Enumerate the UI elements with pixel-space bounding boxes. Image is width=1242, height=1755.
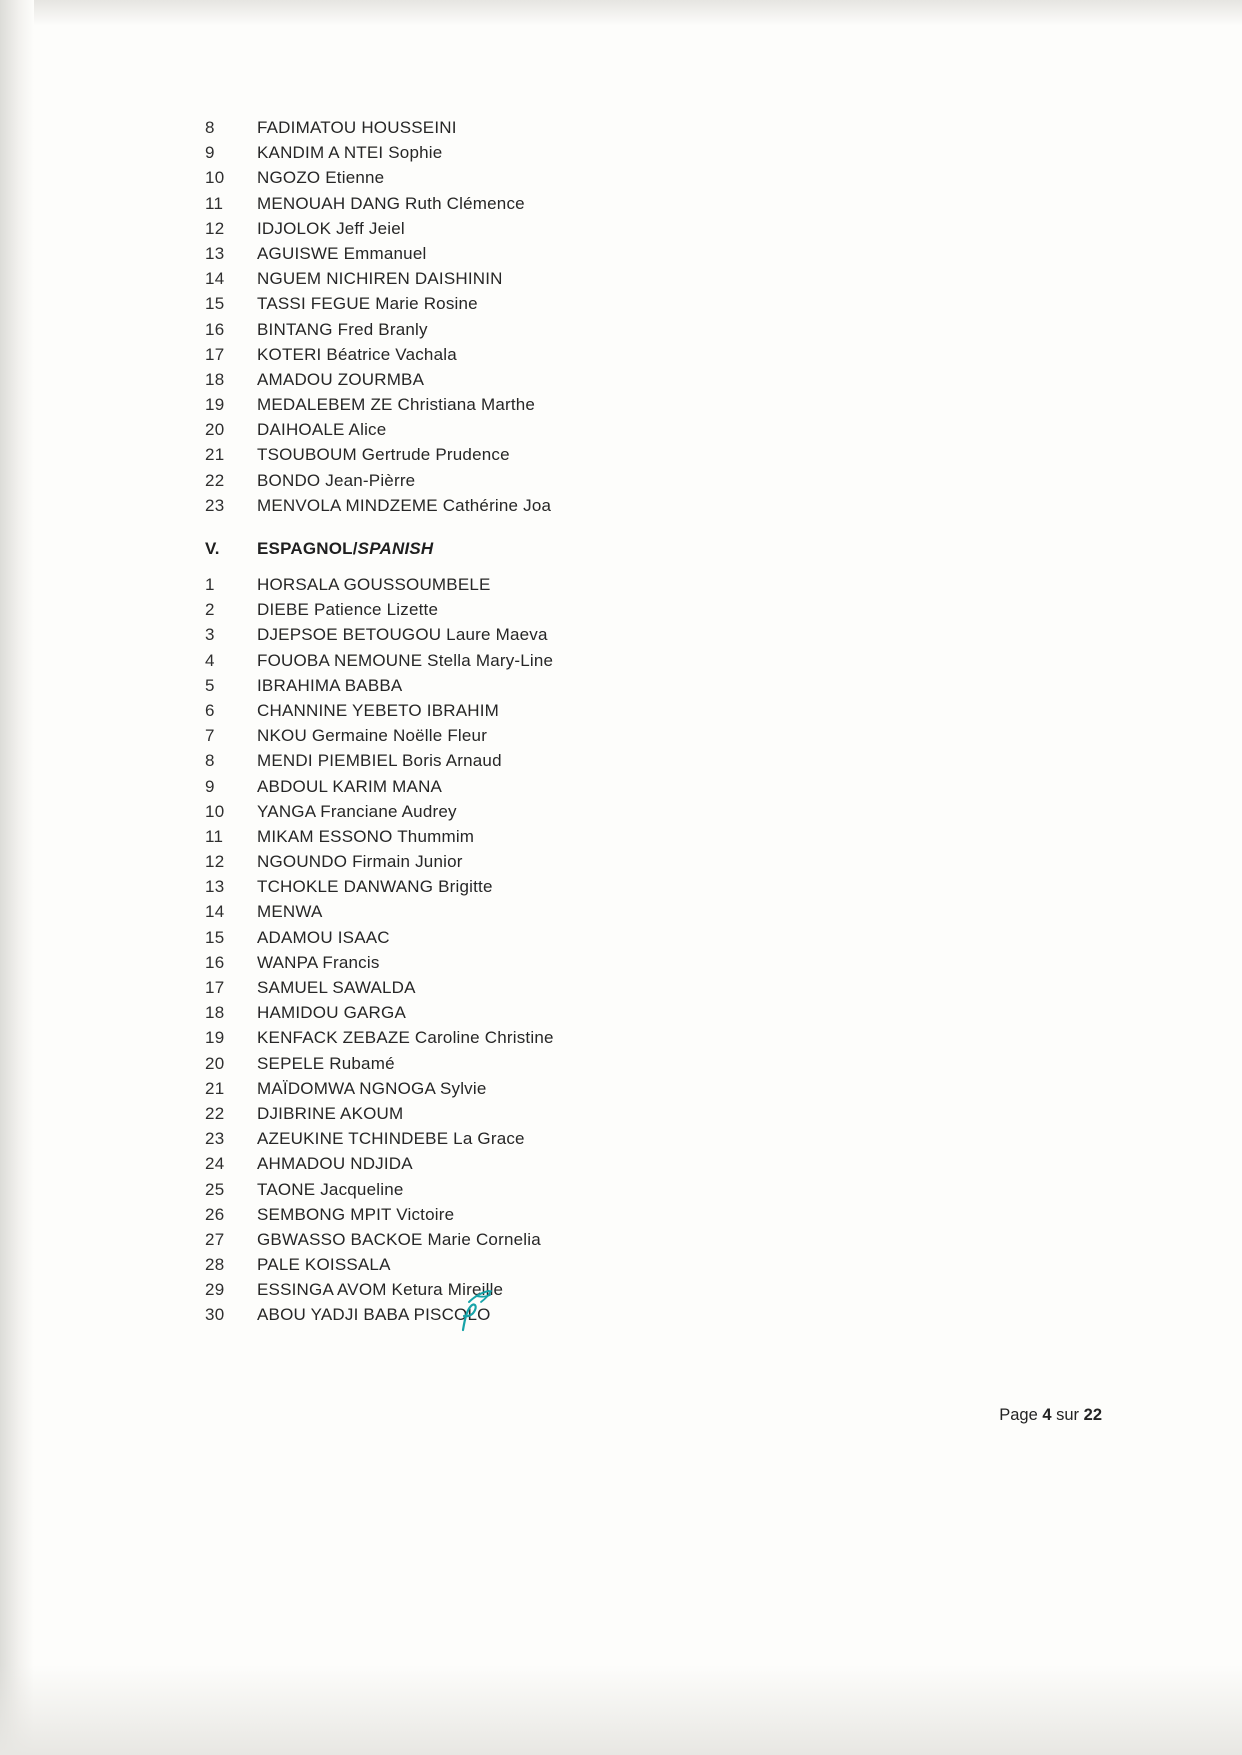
list-item-name: NKOU Germaine Noëlle Fleur [257, 726, 488, 746]
list-item-name: DAIHOALE Alice [257, 420, 387, 440]
list-item [205, 701, 1005, 726]
page-footer [999, 1406, 1102, 1425]
list-item [205, 471, 1005, 496]
list-item [205, 625, 1005, 650]
list-item [205, 852, 1005, 877]
footer-middle: sur [1051, 1406, 1084, 1424]
list-item [205, 244, 1005, 269]
list-item [205, 575, 1005, 600]
list-item-number: 23 [205, 495, 225, 515]
list-item-number: 23 [205, 1129, 225, 1149]
list-item-name: FADIMATOU HOUSSEINI [257, 118, 457, 137]
list-item-name: KENFACK ZEBAZE Caroline Christine [257, 1028, 554, 1048]
list-item [205, 118, 1005, 143]
list-item [205, 1154, 1005, 1179]
list-item-name: CHANNINE YEBETO IBRAHIM [257, 700, 500, 720]
list-item [205, 1079, 1005, 1104]
list-item-name: AHMADOU NDJIDA [257, 1154, 413, 1174]
list-item [205, 651, 1005, 676]
list-item [205, 877, 1005, 902]
list-item-number: 14 [205, 902, 225, 922]
list-item-number: 16 [205, 319, 225, 339]
list-item-name: AGUISWE Emmanuel [257, 243, 427, 263]
list-item-name: MIKAM ESSONO Thummim [257, 826, 475, 846]
list-item [205, 978, 1005, 1003]
list-item [205, 1003, 1005, 1028]
list-item [205, 902, 1005, 927]
list-item-number: 5 [205, 675, 215, 695]
list-item [205, 751, 1005, 776]
list-item-number: 27 [205, 1229, 225, 1249]
list-item-name: SAMUEL SAWALDA [257, 978, 416, 997]
list-item [205, 1280, 1005, 1305]
list-item [205, 928, 1005, 953]
list-item-number: 25 [205, 1179, 225, 1199]
list-item-number: 21 [205, 445, 225, 465]
list-item-name: HAMIDOU GARGA [257, 1003, 407, 1023]
list-item-name: TASSI FEGUE Marie Rosine [257, 294, 478, 314]
list-item-number: 29 [205, 1280, 225, 1300]
list-item [205, 676, 1005, 701]
list-item-name: HORSALA GOUSSOUMBELE [257, 575, 491, 594]
list-item [205, 143, 1005, 168]
list-item-name: ABOU YADJI BABA PISCOLO [257, 1305, 491, 1325]
list-item-number: 30 [205, 1305, 225, 1325]
list-item [205, 445, 1005, 470]
list-item-number: 22 [205, 470, 225, 490]
list-item-name: MENDI PIEMBIEL Boris Arnaud [257, 751, 502, 771]
list-item [205, 1255, 1005, 1280]
list-item [205, 777, 1005, 802]
list-item-number: 17 [205, 344, 225, 364]
list-item [205, 345, 1005, 370]
list-item-number: 6 [205, 700, 215, 720]
list-item-name: IBRAHIMA BABBA [257, 675, 403, 695]
list-item [205, 395, 1005, 420]
list-item-number: 9 [205, 776, 215, 796]
list-item-number: 8 [205, 118, 215, 137]
list-item-number: 18 [205, 1003, 225, 1023]
list-item [205, 1054, 1005, 1079]
list-item-number: 8 [205, 751, 215, 771]
list-item-name: TAONE Jacqueline [257, 1179, 404, 1199]
list-item-name: PALE KOISSALA [257, 1255, 391, 1275]
list-item-number: 16 [205, 952, 225, 972]
section-title-en: SPANISH [357, 539, 434, 558]
list-item-number: 12 [205, 852, 225, 872]
list-item-name: NGOUNDO Firmain Junior [257, 852, 463, 872]
list-item-name: TSOUBOUM Gertrude Prudence [257, 445, 510, 465]
list-item [205, 953, 1005, 978]
list-item-name: DJEPSOE BETOUGOU Laure Maeva [257, 625, 548, 645]
list-item-number: 20 [205, 420, 225, 440]
list-item-number: 7 [205, 726, 215, 746]
list-item-name: SEMBONG MPIT Victoire [257, 1204, 455, 1224]
list-item [205, 1180, 1005, 1205]
list-item [205, 827, 1005, 852]
list-item-name: BONDO Jean-Pièrre [257, 470, 416, 490]
list-item [205, 1305, 1005, 1330]
footer-page-number: 4 [1042, 1406, 1052, 1424]
list-item [205, 219, 1005, 244]
list-item-number: 21 [205, 1078, 225, 1098]
list-item [205, 194, 1005, 219]
list-item [205, 269, 1005, 294]
list-item-name: MENWA [257, 902, 323, 922]
list-item-name: AZEUKINE TCHINDEBE La Grace [257, 1129, 525, 1149]
list-item-name: IDJOLOK Jeff Jeiel [257, 218, 405, 238]
list-item-number: 19 [205, 395, 225, 415]
list-item-number: 24 [205, 1154, 225, 1174]
list-item-name: ADAMOU ISAAC [257, 927, 390, 947]
list-item-name: ESSINGA AVOM Ketura Mireille [257, 1280, 504, 1300]
list-item-number: 28 [205, 1255, 225, 1275]
list-item-name: BINTANG Fred Branly [257, 319, 428, 339]
list-item-name: NGOZO Etienne [257, 168, 385, 188]
list-item-name: DIEBE Patience Lizette [257, 600, 439, 620]
list-item [205, 600, 1005, 625]
list-item-number: 13 [205, 243, 225, 263]
list-item-number: 12 [205, 218, 225, 238]
section-title [257, 539, 433, 559]
list-item-name: MEDALEBEM ZE Christiana Marthe [257, 395, 536, 415]
list-item-name: MENVOLA MINDZEME Cathérine Joa [257, 495, 552, 515]
list-item-number: 20 [205, 1053, 225, 1073]
list-item [205, 1028, 1005, 1053]
list-item [205, 320, 1005, 345]
list-item-number: 15 [205, 294, 225, 314]
list-item-name: MAÏDOMWA NGNOGA Sylvie [257, 1078, 487, 1098]
list-item-number: 2 [205, 600, 215, 620]
section-title-fr: ESPAGNOL/ [257, 539, 358, 558]
list-item-name: GBWASSO BACKOE Marie Cornelia [257, 1229, 541, 1249]
list-item-name: KANDIM A NTEI Sophie [257, 143, 443, 163]
list-item-number: 10 [205, 801, 225, 821]
list-item-number: 9 [205, 143, 215, 163]
list-item-number: 3 [205, 625, 215, 645]
list-item-name: TCHOKLE DANWANG Brigitte [257, 877, 493, 897]
list-item-number: 26 [205, 1204, 225, 1224]
list-item-name: YANGA Franciane Audrey [257, 801, 457, 821]
list-item-number: 17 [205, 978, 225, 997]
list-item-name: FOUOBA NEMOUNE Stella Mary-Line [257, 650, 554, 670]
list-item [205, 1230, 1005, 1255]
section-number: V. [205, 539, 220, 558]
list-item [205, 1205, 1005, 1230]
list-item [205, 1129, 1005, 1154]
list-item-number: 22 [205, 1103, 225, 1123]
list-item-number: 18 [205, 369, 225, 389]
list-item [205, 168, 1005, 193]
list-item-number: 1 [205, 575, 215, 594]
list-item-number: 14 [205, 269, 225, 289]
list-item-number: 11 [205, 193, 224, 213]
list-item-number: 15 [205, 927, 225, 947]
list-item-name: WANPA Francis [257, 952, 380, 972]
list-item [205, 420, 1005, 445]
list-item-number: 10 [205, 168, 225, 188]
list-item [205, 496, 1005, 521]
list-item-number: 11 [205, 826, 224, 846]
footer-total-pages: 22 [1083, 1406, 1102, 1424]
list-item-number: 13 [205, 877, 225, 897]
list-item [205, 1104, 1005, 1129]
section-heading-espagnol [205, 539, 1005, 575]
list-item-number: 19 [205, 1028, 225, 1048]
list-item-name: KOTERI Béatrice Vachala [257, 344, 457, 364]
list-item-name: DJIBRINE AKOUM [257, 1103, 404, 1123]
list-item [205, 370, 1005, 395]
list-item-name: ABDOUL KARIM MANA [257, 776, 443, 796]
list-item-name: MENOUAH DANG Ruth Clémence [257, 193, 525, 213]
list-item-name: SEPELE Rubamé [257, 1053, 395, 1073]
name-list-continued [205, 118, 1005, 1331]
list-item-name: NGUEM NICHIREN DAISHININ [257, 269, 503, 289]
list-item [205, 802, 1005, 827]
footer-prefix: Page [999, 1406, 1043, 1424]
list-item [205, 294, 1005, 319]
list-item-number: 4 [205, 650, 215, 670]
list-item-name: AMADOU ZOURMBA [257, 369, 425, 389]
list-item [205, 726, 1005, 751]
